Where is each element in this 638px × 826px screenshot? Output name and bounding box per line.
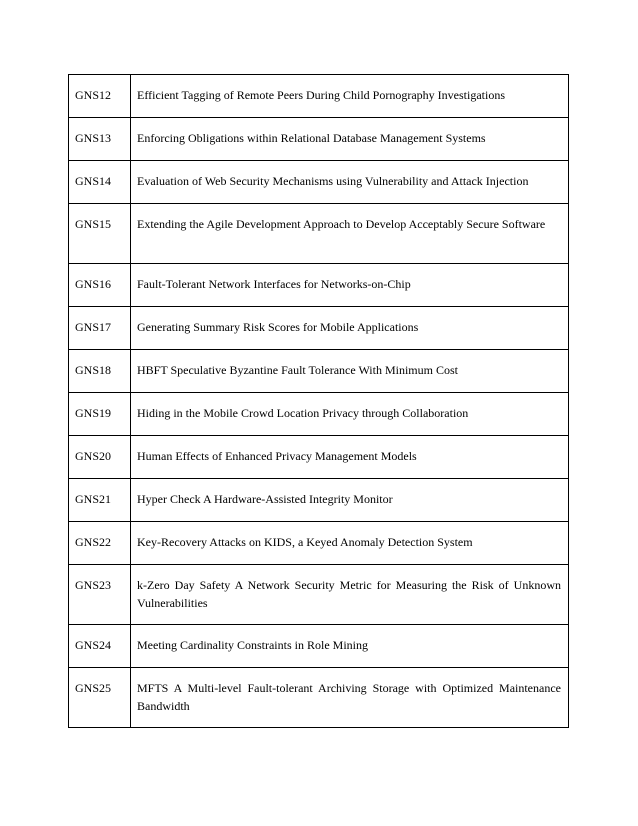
table-row	[69, 204, 569, 264]
project-title: Generating Summary Risk Scores for Mobile Applications	[131, 307, 569, 350]
project-code: GNS14	[69, 161, 131, 204]
table-row	[69, 350, 569, 393]
project-title: Human Effects of Enhanced Privacy Management Models	[131, 436, 569, 479]
project-table	[68, 74, 569, 728]
table-row	[69, 522, 569, 565]
project-title: k-Zero Day Safety A Network Security Metric for Measuring the Risk of Unknown Vulnerabilities	[131, 565, 569, 625]
table-row	[69, 393, 569, 436]
project-code: GNS17	[69, 307, 131, 350]
project-code: GNS13	[69, 118, 131, 161]
project-title: HBFT Speculative Byzantine Fault Tolerance With Minimum Cost	[131, 350, 569, 393]
project-title: Evaluation of Web Security Mechanisms using Vulnerability and Attack Injection	[131, 161, 569, 204]
table-row	[69, 625, 569, 668]
project-code: GNS15	[69, 204, 131, 264]
project-code: GNS12	[69, 75, 131, 118]
table-row	[69, 75, 569, 118]
project-code: GNS18	[69, 350, 131, 393]
project-code: GNS25	[69, 668, 131, 728]
project-title: Efficient Tagging of Remote Peers During Child Pornography Investigations	[131, 75, 569, 118]
table-row	[69, 436, 569, 479]
project-title: Key-Recovery Attacks on KIDS, a Keyed Anomaly Detection System	[131, 522, 569, 565]
project-title: Fault-Tolerant Network Interfaces for Networks-on-Chip	[131, 264, 569, 307]
table-row	[69, 118, 569, 161]
project-code: GNS21	[69, 479, 131, 522]
table-row	[69, 307, 569, 350]
table-row	[69, 161, 569, 204]
project-title: Enforcing Obligations within Relational Database Management Systems	[131, 118, 569, 161]
project-code: GNS20	[69, 436, 131, 479]
project-title: Hiding in the Mobile Crowd Location Privacy through Collaboration	[131, 393, 569, 436]
table-row	[69, 565, 569, 625]
table-row	[69, 264, 569, 307]
project-code: GNS24	[69, 625, 131, 668]
project-code: GNS23	[69, 565, 131, 625]
project-title: MFTS A Multi-level Fault-tolerant Archiving Storage with Optimized Maintenance Bandwidth	[131, 668, 569, 728]
table-row	[69, 479, 569, 522]
project-code: GNS19	[69, 393, 131, 436]
project-title: Hyper Check A Hardware-Assisted Integrity Monitor	[131, 479, 569, 522]
project-code: GNS22	[69, 522, 131, 565]
project-title: Meeting Cardinality Constraints in Role Mining	[131, 625, 569, 668]
table-row	[69, 668, 569, 728]
project-title: Extending the Agile Development Approach to Develop Acceptably Secure Software	[131, 204, 569, 264]
project-code: GNS16	[69, 264, 131, 307]
